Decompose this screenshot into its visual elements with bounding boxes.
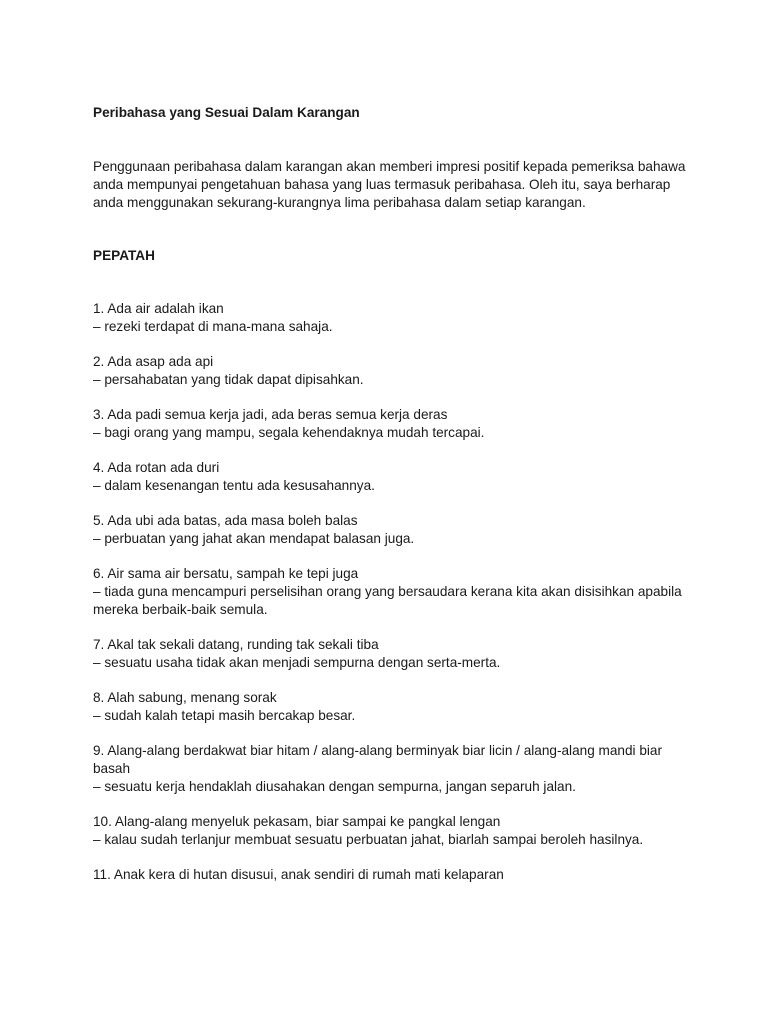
proverb-item — [93, 406, 693, 442]
proverb-item — [93, 866, 693, 884]
proverb-item — [93, 813, 693, 849]
proverb-text: 4. Ada rotan ada duri — [93, 460, 220, 475]
proverb-item — [93, 636, 693, 672]
proverb-meaning: – sudah kalah tetapi masih bercakap besar. — [93, 708, 356, 723]
proverb-text: 10. Alang-alang menyeluk pekasam, biar sampai ke pangkal lengan — [93, 814, 501, 829]
proverb-meaning: – sesuatu usaha tidak akan menjadi sempurna dengan serta-merta. — [93, 655, 501, 670]
proverb-text: 7. Akal tak sekali datang, runding tak sekali tiba — [93, 637, 379, 652]
proverb-text: 3. Ada padi semua kerja jadi, ada beras semua kerja deras — [93, 407, 448, 422]
proverb-text: 11. Anak kera di hutan disusui, anak sendiri di rumah mati kelaparan — [93, 867, 504, 882]
proverb-text: 6. Air sama air bersatu, sampah ke tepi juga — [93, 566, 359, 581]
document-page — [93, 104, 693, 901]
proverb-meaning: – kalau sudah terlanjur membuat sesuatu perbuatan jahat, biarlah sampai beroleh hasilnya. — [93, 832, 644, 847]
section-heading: PEPATAH — [93, 248, 155, 263]
proverb-text: 8. Alah sabung, menang sorak — [93, 690, 277, 705]
proverb-item — [93, 300, 693, 336]
document-title: Peribahasa yang Sesuai Dalam Karangan — [93, 105, 360, 120]
proverb-meaning: – bagi orang yang mampu, segala kehendaknya mudah tercapai. — [93, 425, 485, 440]
proverb-text: 2. Ada asap ada api — [93, 354, 214, 369]
proverb-text: 5. Ada ubi ada batas, ada masa boleh balas — [93, 513, 358, 528]
proverb-meaning: – rezeki terdapat di mana-mana sahaja. — [93, 319, 333, 334]
intro-paragraph: Penggunaan peribahasa dalam karangan akan memberi impresi positif kepada pemeriksa bahawa anda mempunyai pengetahuan bahasa yang luas termasuk peribahasa. Oleh itu, saya berharap anda menggunakan sekurang-kurangnya lima peribahasa dalam setiap karangan. — [93, 159, 686, 210]
proverb-item — [93, 689, 693, 725]
proverb-item — [93, 742, 693, 796]
proverb-meaning: – tiada guna mencampuri perselisihan orang yang bersaudara kerana kita akan disisihkan apabila mereka berbaik-baik semula. — [93, 584, 682, 617]
proverb-meaning: – dalam kesenangan tentu ada kesusahannya. — [93, 478, 375, 493]
proverb-text: 1. Ada air adalah ikan — [93, 301, 224, 316]
proverb-item — [93, 353, 693, 389]
proverb-text: 9. Alang-alang berdakwat biar hitam / alang-alang berminyak biar licin / alang-alang mandi biar basah — [93, 743, 662, 776]
proverb-meaning: – persahabatan yang tidak dapat dipisahkan. — [93, 372, 364, 387]
proverb-item — [93, 459, 693, 495]
proverb-list — [93, 300, 693, 884]
proverb-meaning: – sesuatu kerja hendaklah diusahakan dengan sempurna, jangan separuh jalan. — [93, 779, 576, 794]
proverb-item — [93, 512, 693, 548]
proverb-meaning: – perbuatan yang jahat akan mendapat balasan juga. — [93, 531, 415, 546]
proverb-item — [93, 565, 693, 619]
